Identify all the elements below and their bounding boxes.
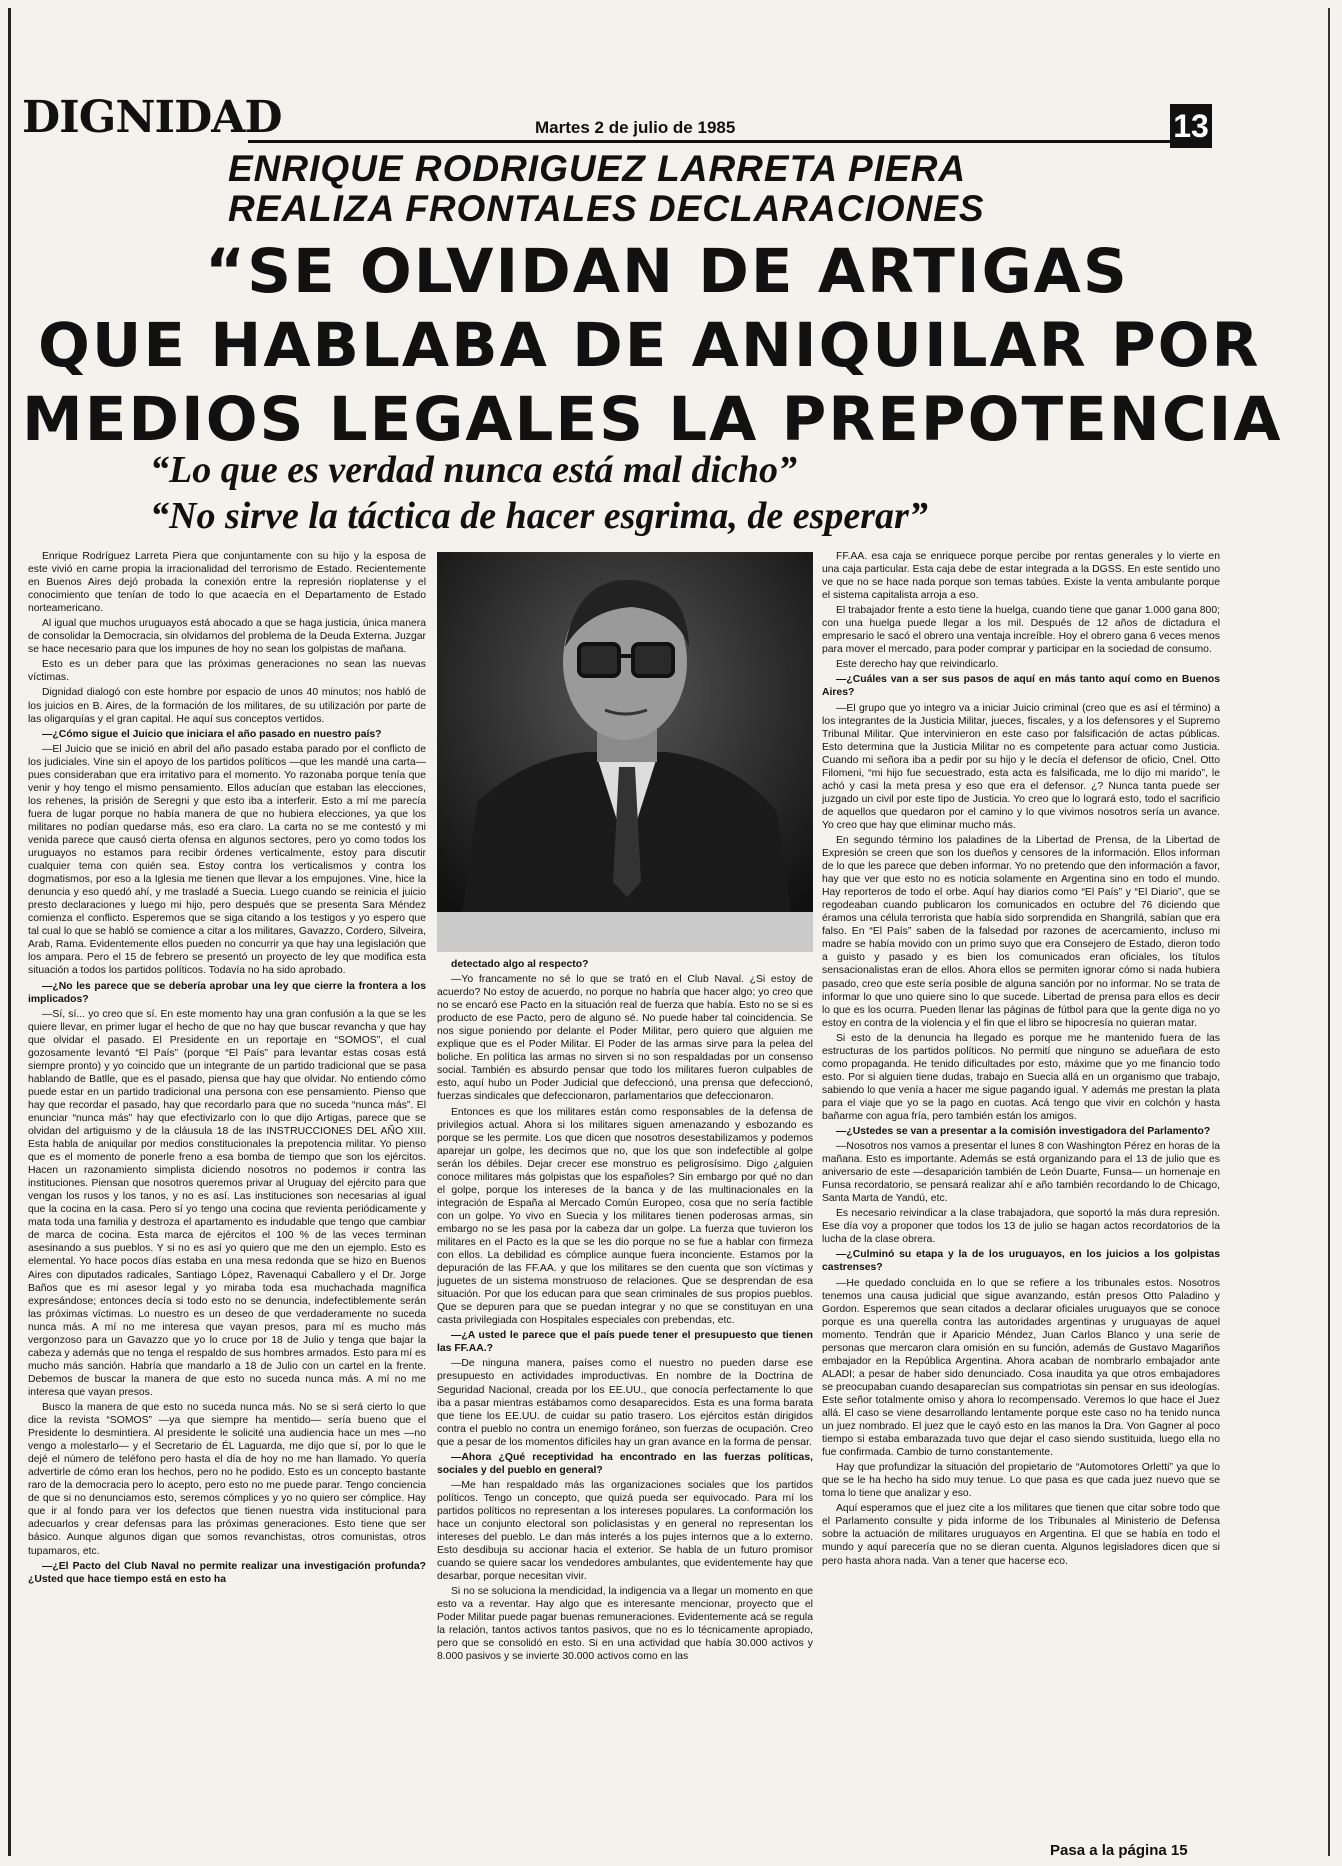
- portrait-photo: [437, 552, 813, 952]
- interview-question: —¿Ustedes se van a presentar a la comisión investigadora del Parlamento?: [836, 1126, 1211, 1138]
- article-paragraph: En segundo término los paladines de la Libertad de Prensa, de la Libertad de Expresión se creen que son los dueños y censores de la información. Ellos informan de lo que les parece que deben informar. Yo no pretendo que den información a favor, hay que ver que esto no es noticia solamente en Argentina sino en todo el mundo. Hay reporteros de todo el orbe. Aquí hay diarios como “El País” y “El Diario”, que se regodeaban cuando publicaron los comunicados en octubre del 76 diciendo que éramos una célula terrorista que había sido sorprendida en Shangrilá, sabían que era falso. En “El País” saben de la falsedad por razones de acercamiento, incluso mi madre se había movido con un primo suyo que era Consejero de Estado, dieron todo a guisto y pasado y es bien los comunicados eran oficiales, los títulos sensacionalistas eran de ellos. Ahora ellos se permiten ignorar cómo si nada hubiera pasado, creo que este sería posible de alguna sanción por no informar. No se trata de informar lo que uno quiere sino lo que sucede. Libertad de prensa para ellos es decir lo que es los ocurra. Pueden llenar las páginas de fútbol para que la gente diga no yo estoy en contra de la violencia y el fin que el libro se hipocresía no quieran matar.: [822, 834, 1220, 1029]
- article-paragraph: FF.AA. esa caja se enriquece porque percibe por rentas generales y lo vierte en una caja particular. Esta caja debe de estar integrada a la DGSS. En este sentido uno ve que no se hace nada porque son temas tabúes. Existe la venta ambulante porque el sistema capitalista arroja a eso.: [822, 551, 1220, 602]
- article-paragraph: Hay que profundizar la situación del propietario de “Automotores Orletti” ya que lo que se le ha hecho ha sido muy tenue. Lo que pasa es que cada juez nuevo que se toma lo tiene que analizar y eso.: [822, 1462, 1220, 1500]
- page-number: 13: [1170, 104, 1212, 148]
- article-paragraph: —De ninguna manera, países como el nuestro no pueden darse ese presupuesto en actividades improductivas. En nombre de la Doctrina de Seguridad Nacional, creada por los EE.UU., que conocía perfectamente lo que iba a pasar mientras estábamos como desaparecidos. Esta es una forma barata que tiene los EE.UU. de cuidar su patio trasero. Los ejércitos están dirigidos contra el pueblo no contra un enemigo foráneo, son fuerzas de ocupación. Creo que a pesar de los momentos difíciles hay un gran avance en la forma de pensar.: [437, 1358, 813, 1448]
- interview-question: —¿No les parece que se debería aprobar una ley que cierre la frontera a los implicados?: [28, 980, 426, 1005]
- interview-question: —¿El Pacto del Club Naval no permite realizar una investigación profunda? ¿Usted que hace tiempo está en esto ha: [28, 1560, 426, 1585]
- interview-question: —¿Cómo sigue el Juicio que iniciara el año pasado en nuestro país?: [42, 728, 382, 740]
- article-paragraph: El trabajador frente a esto tiene la huelga, cuando tiene que ganar 1.000 gana 800; con una huelga puede llegar a los mil. Después de 12 años de dictadura el empresario le sacó el obrero una ventaja increíble. Hoy el obrero gana 6 veces menos para mover el mercado, para poder comprar y participar en la sociedad de consumo.: [822, 605, 1220, 656]
- article-paragraph: —He quedado concluida en lo que se refiere a los tribunales estos. Nosotros tenemos una causa judicial que sigue avanzando, están presos Otto Paladino y Gordon. Esperemos que sean citados a declarar oficiales uruguayos que se conoce porque es una querella contra las autoridades argentinas y uruguayas de aquel momento. Tendrán que ir Aparicio Méndez, Juan Carlos Blanco y una serie de personas que mercaron clara omisión en su función, además de Gustavo Magariños embajador en la República Argentina. Ahora acaban de nombrarlo embajador ante ALADI; a pesar de haber sido denunciado. Cosa inaudita ya que otros embajadores se preocupaban cuando desaparecían sus compatriotas sin pensar en sus ideologías. Este señor totalmente omiso y ahora lo recompensado. Veremos lo que hace el Juez allá. El caso se viene desarrollando lentamente porque este caso no ha tenido nunca un juez nombrado. El juez que le cayó esto en las manos la Dra. Von Gagner al poco tiempo si estaba embarazada tuvo que dejar el caso siendo sustituida, luego ella no fue confirmada. Cambio de turno constantemente.: [822, 1277, 1220, 1459]
- article-paragraph: —El grupo que yo integro va a iniciar Juicio criminal (creo que es así el término) a los integrantes de la Justicia Militar, jueces, fiscales, y a los defensores y el Supremo Tribunal Militar. Que intervinieron en este caso por falsificación de actas públicas. Esto determina que la Justicia Militar no es competente para actuar como Justicia. Cuando mi señora iba a pedir por su hijo y le decía el defensor de oficio, Cnel. Otto Filomeni, “mi hijo fue secuestrado, esta acta es falsificada, me lo dijo mi marido”, le achó y casi la meta presa y eso que era el defensor. ¿? Nunca tanta puede ser juzgado un civil por este tipo de Justicia. Yo creo que lo logrará esto, todo el sacrificio de aquellos que quedaron por el camino y lo que vivimos nosotros sería un avance. Yo creo que hay que eliminar mucho más.: [822, 702, 1220, 831]
- masthead-logo: DIGNIDAD: [22, 92, 282, 143]
- interview-question: —¿Cuáles van a ser sus pasos de aquí en más tanto aquí como en Buenos Aires?: [822, 674, 1220, 699]
- interview-question: —¿A usted le parece que el país puede tener el presupuesto que tienen las FF.AA.?: [437, 1330, 813, 1355]
- deck-quote-1: “Lo que es verdad nunca está mal dicho”: [150, 449, 798, 491]
- article-paragraph: Este derecho hay que reivindicarlo.: [836, 659, 999, 671]
- article-paragraph: —Yo francamente no sé lo que se trató en el Club Naval. ¿Si estoy de acuerdo? No estoy de acuerdo, no porque no habría que hacer algo; yo creo que no se encaró ese Pacto en la situación real de fuerza que había. Esto no se si es producto de ese Pacto, pero de alguno sé. No puede haber tal coincidencia. Se nos sigue poniendo por delante el Poder Militar, pero quiero que alguien me explique que es el Poder Militar. El Poder de las armas sirve para la pelea del boliche. En política las armas no sirven si no son respaldadas por un consenso social. También es absurdo pensar que todo los militares fueron culpables de esto, aquí hubo un Poder Judicial que defeccionó, una prensa que defeccionó, fuerzas sindicales que defeccionaron, parlamentarios que defeccionaron.: [437, 974, 813, 1103]
- continued-on-page: Pasa a la página 15: [1050, 1842, 1188, 1859]
- headline-line-3: MEDIOS LEGALES LA PREPOTENCIA: [22, 384, 1283, 455]
- article-paragraph: Enrique Rodríguez Larreta Piera que conjuntamente con su hijo y la esposa de este vivió en carne propia la irracionalidad del terrorismo de Estado. Recientemente en Buenos Aires dejó probada la conexión entre la represión rioplatense y el conocimiento que tenían de todo lo que acaecía en el Departamento de Estado norteamericano.: [28, 551, 426, 615]
- article-paragraph: Aquí esperamos que el juez cite a los militares que tienen que citar sobre todo que el Parlamento consulte y pida informe de los Tribunales al Ministerio de Defensa sobre la actuación de militares uruguayos en Argentina. El que se había en todo el mundo y aquí parecería que no se dieran cuenta. Algunos legisladores dicen que si pero hasta ahora nada. Van a tener que hacerse eco.: [822, 1503, 1220, 1567]
- article-paragraph: Si esto de la denuncia ha llegado es porque me he mantenido fuera de las estructuras de los partidos políticos. No permití que ninguno se adueñara de esto como propaganda. He tenido dificultades por esto, máxime que yo me financio todo esto. Por si alguien tiene dudas, trabajo en Suecia allá en un organismo que trabajo, sabiendo lo que venía a hacer me sigue pagando igual. Y además me prestan la plata para el viaje que yo se la pago en cuotas. Acá tengo que vivir en colchón y hasta bañarme con agua fría, pero también están los amigos.: [822, 1032, 1220, 1122]
- article-paragraph: —Nosotros nos vamos a presentar el lunes 8 con Washington Pérez en horas de la mañana. Esto es importante. Además se está organizando para el 13 de julio que es aniversario de este —desaparición también de León Duarte, Funsa— un homenaje en Funsa recordatorio, se pensará realizar ahí e año también recordando lo de Chicago, Santa Marta de Yandú, etc.: [822, 1141, 1220, 1205]
- issue-date: Martes 2 de julio de 1985: [535, 118, 736, 137]
- masthead-rule: [248, 140, 1178, 143]
- interview-question: detectado algo al respecto?: [451, 959, 589, 970]
- article-paragraph: Es necesario reivindicar a la clase trabajadora, que soportó la más dura represión. Ese día voy a proponer que todos los 13 de julio se hagan actos recordatorios de la lucha de la clase obrera.: [822, 1208, 1220, 1246]
- article-paragraph: —El Juicio que se inició en abril del año pasado estaba parado por el conflicto de los judiciales. Vine sin el apoyo de los partidos políticos —que les mandé una carta— pues consideraban que era irritativo para el momento. Yo razonaba porque tenía que venir y hoy tengo el mismo pensamiento. Ellos aducían que estaban las elecciones, los rehenes, la prisión de Seregni y que esto iba a interferir. Esto a mí me parecía fuera de lugar porque no había manera de que no hubiera elecciones, ya que los militares no podían quedarse más, eso era claro. La carta no se me contestó y mi venida parece que causó cierta ofensa en algunos sectores, pero yo como todos los uruguayos no estamos para recibir órdenes verticalmente, estoy para discutir cualquier tema con quién sea. Estoy contra los verticalismos y contra los dogmatismos, por eso a la Iglesia me tienen que llevar a los empujones. Vine, hice la denuncia y eso quedó ahí, y me trasladé a Suecia. Luego cuando se reinicia el juicio presto declaraciones y luego mi hijo, pero después que se presenta Sara Méndez comienza el conflicto. Esperemos que se siga citando a los testigos y yo espero que tal cual lo que se habló se comience a citar a los militares, Gavazzo, Cordero, Silveira, Arab, Rama. Evidentemente ellos pueden no concurrir ya que hay una legislación que los ampara. Pero el 15 de febrero se presentó un proyecto de ley que modifica esta situación a todos los partidos políticos. Todavía no ha sido aprobado.: [28, 743, 426, 977]
- article-paragraph: —Sí, sí... yo creo que sí. En este momento hay una gran confusión a la que se les quiere llevar, en primer lugar el hecho de que no hay que buscar revancha y que hay que olvidar el pasado. El Presidente en un reportaje en “SOMOS”, el cual gozosamente levantó “El País” (porque “El País” para levantar estas cosas está siempre pronto) y yo coincido que un integrante de un partido tradicional que se pasa hablando de Batlle, que es el pasado, piensa que hay que olvidar. No entiendo cómo puede estar en un partido tradicional una persona con ese pensamiento. Pienso que hay que recordar el pasado, hay que recordarlo para que no suceda “nunca más”. El enunciar “nunca más” hay que efectivizarlo con lo que dijo Artigas, parece que se olvidan del artiguismo y de la cláusula 18 de las INSTRUCCIONES DEL AÑO XIII. Esta habla de aniquilar por medios constitucionales la prepotencia militar. Yo pienso que es el momento de ponerle freno a esa bomba de tiempo que son los ejércitos. Hacen un razonamiento simplista diciendo nosotros no podemos ir contra las instituciones. Piensan que nosotros queremos privar al Uruguay del ejército para que vengan los rusos y los tanos, y no es así. Las instituciones son necesarias al igual que la cocina en la casa. Pero sí yo tengo una cocina que revienta periódicamente y mata toda una familia y destroza el apartamento es indudable que tengo que cambiar de marca de cocina. Esta marca de ejércitos el 100 % de las veces terminan asesinando a sus pueblos. Y si no es así yo quiero que me den un ejemplo. Esto es elemental. Yo hace pocos días estaba en una mesa redonda que se hizo en Buenos Aires con diputados radicales, Santiago López, Ravenaqui Caballero y el Dr. Jorge Baños que es mi asesor legal y yo miraba toda esa muchachada magnífica expresándose; entonces decía si todo esto no se denuncia, indefectiblemente serán las próximas víctimas. Lo nuestro es un deseo de que verdaderamente no suceda nunca más. A mí no me interesa que vayan presos, para mí es mucho más vergonzoso para un Gavazzo que yo lo cruce por 18 de Julio y tenga que bajar la cabeza y además que no tenga el respaldo de sus hombres armados. Esto para mí es mucho más sanción. Habría que mandarlo a 18 de Julio con un cartel en la frente. Debemos de buscar la manera de que esto no suceda nunca más. A mí no me interesa que vayan presos.: [28, 1008, 426, 1398]
- article-column-3: [822, 550, 1220, 1830]
- deck-quote-2: “No sirve la táctica de hacer esgrima, de esperar”: [150, 495, 928, 537]
- article-paragraph: Entonces es que los militares están como responsables de la defensa de privilegios actual. Ahora si los militares siguen amenazando y esbozando es porque se les permite. Los que dicen que nosotros desestabilizamos y podemos aparejar un golpe, les decimos que no, que los que son indefectible al golpe serán los débiles. Dejar crecer ese monstruo es peligrosísimo. Digo ¿alguien conoce militares más golpistas que los españoles? Sin embargo por qué no dan el golpe, porque los intereses de la banca y de las multinacionales en la integración de España al Mercado Común Europeo, cosa que no sería factible con un golpe. Yo vivo en Suecia y los militares tienen poderosas armas, sin embargo no se les pasa por la cabeza dar un golpe. La fuerza que tuvieron los militares en el Pacto es la que se les dio porque no se fue a hablar con firmeza con ellos. La debilidad es cómplice aunque fuera inconciente. Estamos por la depuración de las FF.AA. y que los militares se den cuenta que son víctimas y juguetes de un sistema monstruoso de relaciones. Que se desprendan de esa situación. Por que los educan para que sean criminales de sus propios pueblos. Que se depuren para que se puedan integrar y no que se constituyan en una casta privilegiada con Hospitales especiales con prebendas, etc.: [437, 1106, 813, 1327]
- article-paragraph: Al igual que muchos uruguayos está abocado a que se haga justicia, única manera de consolidar la Democracia, sin olvidarnos del problema de la Deuda Externa. Juzgar se hace necesario para que los impunes de hoy no sean los golpistas de mañana.: [28, 618, 426, 656]
- portrait-man-glasses-icon: [437, 552, 813, 952]
- article-paragraph: Dignidad dialogó con este hombre por espacio de unos 40 minutos; nos habló de los juicios en B. Aires, de la formación de los militares, de su utilización por parte de las oligarquías y el gran capital. He aquí sus conceptos vertidos.: [28, 687, 426, 725]
- article-paragraph: —Me han respaldado más las organizaciones sociales que los partidos políticos. Tengo un concepto, que quizá pueda ser equivocado. Para mí los partidos políticos no representan a los intereses populares. La conformación los hace un conjunto electoral son policlasistas y en general no representan los intereses del pueblo. Le dan más interés a los pujes internos que a lo externo. Esto desdibuja su accionar hacia el exterior. Se habla de un futuro promisor cuando se quiere sacar los vendedores ambulantes, que evidentemente hay que desarbar, porque necesitan vivir.: [437, 1479, 813, 1583]
- article-paragraph: Esto es un deber para que las próximas generaciones no sean las nuevas víctimas.: [28, 659, 426, 684]
- kicker-line-1: ENRIQUE RODRIGUEZ LARRETA PIERA: [228, 148, 967, 189]
- article-paragraph: Busco la manera de que esto no suceda nunca más. No se si será cierto lo que dice la revista “SOMOS” —ya que siempre ha mentido— sería bueno que el Presidente lo desmintiera. Al presidente le solicité una audiencia hace un mes —no vengo a molestarlo— y el Secretario de ÉL Laguarda, me dijo que sí, por lo que le dejé el número de teléfono pero hasta el día de hoy no me han llamado. Yo quería advertirle de cómo eran los hechos, pero no he podido. Esto es un concepto bastante raro de la democracia pero lo acepto, pero esto no me puede parar. Tengo conciencia de que si no denunciamos esto, seremos cómplices y yo no quiero ser cómplice. Hay que ir al fondo para ver los defectos que tienen nuestra vida institucional para adecuarlos y crear defensas para las próximas generaciones. Esto tiene que ser básico. Aunque algunos digan que somos revanchistas, otros comunistas, otros tupamaros, etc.: [28, 1402, 426, 1557]
- article-column-2: [437, 958, 813, 1738]
- headline-line-2: QUE HABLABA DE ANIQUILAR POR: [38, 310, 1261, 381]
- headline-line-1: “SE OLVIDAN DE ARTIGAS: [205, 236, 1129, 307]
- interview-question: —Ahora ¿Qué receptividad ha encontrado en las fuerzas políticas, sociales y del pueblo en general?: [437, 1451, 813, 1476]
- article-column-1: [28, 550, 426, 1840]
- interview-question: —¿Culminó su etapa y la de los uruguayos, en los juicios a los golpistas castrenses?: [822, 1249, 1220, 1274]
- article-paragraph: Si no se soluciona la mendicidad, la indigencia va a llegar un momento en que esto va a reventar. Hay algo que es interesante mencionar, proyecto que el Poder Militar puede pagar buenas remuneraciones. Evidentemente acá se regula la relación, tantos activos tantos pasivos, que no es lo técnicamente apropiado, pero que se consolidó en esto. Si en una actividad que había 30.000 activos y 8.000 pasivos y se invierte 30.000 activos como en las: [437, 1586, 813, 1663]
- kicker-line-2: REALIZA FRONTALES DECLARACIONES: [228, 188, 985, 229]
